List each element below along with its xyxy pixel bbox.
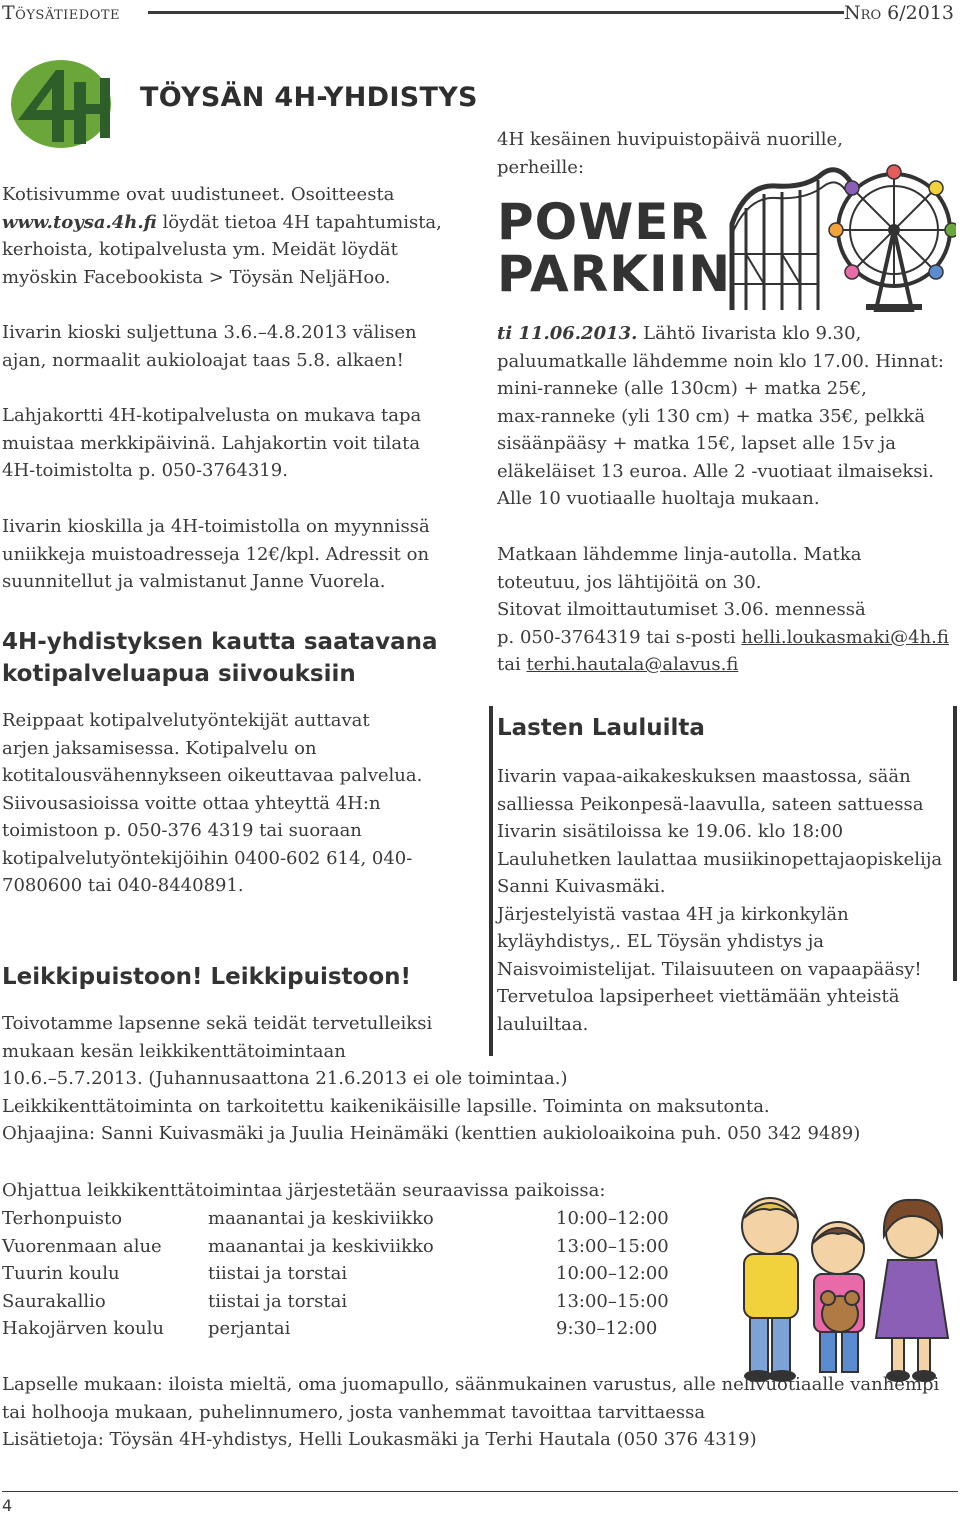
issue-number: Nro 6/2013 xyxy=(844,2,954,24)
kids-illustration xyxy=(722,1188,954,1386)
song-event-line: Naisvoimistelijat. Tilaisuuteen on vapaapääsy! xyxy=(497,958,922,980)
home-service-line: toimistoon p. 050-376 4319 tai suoraan xyxy=(2,820,362,841)
intro-line: myöskin Facebookista > Töysän NeljäHoo. xyxy=(2,266,391,288)
schedule-place: Hakojärven koulu xyxy=(2,1318,164,1339)
song-event-left-rule xyxy=(489,706,493,1056)
amusement-park-illustration xyxy=(726,164,956,312)
home-service-heading: 4H-yhdistyksen kautta saatavana kotipalveluapua siivouksiin xyxy=(2,629,438,687)
email-link-helli[interactable]: helli.loukasmaki@4h.fi xyxy=(741,626,949,648)
footer-rule xyxy=(2,1491,958,1492)
home-service-line: kotitalousvähennykseen oikeuttavaa palvelua. xyxy=(2,765,423,786)
bring-line: tai holhooja mukaan, puhelinnumero, josta vanhemmat tavoittaa tarvittaessa xyxy=(2,1401,706,1423)
intro-line: kerhoista, kotipalvelusta ym. Meidät löydät xyxy=(2,239,398,260)
power-park-line: Alle 10 vuotiaalle huoltaja mukaan. xyxy=(497,488,820,509)
schedule-days: maanantai ja keskiviikko xyxy=(208,1208,434,1229)
song-event-line: Järjestelyistä vastaa 4H ja kirkonkylän xyxy=(497,903,849,925)
intro-line: Kotisivumme ovat uudistuneet. Osoitteesta xyxy=(2,184,395,205)
envelopes-line: Iivarin kioskilla ja 4H-toimistolla on myynnissä xyxy=(2,516,430,537)
intro-line: www.toysa.4h.fi löydät tietoa 4H tapahtumista, xyxy=(2,211,442,233)
intro-paragraph xyxy=(2,181,442,291)
power-park-details: ti 11.06.2013. Lähtö Iivarista klo 9.30, paluumatkalle lähdemme noin klo 17.00. Hinnat: mini-ranneke (alle 130cm) + matka 25€, max-ranneke (yli 130 cm) + matka 35€, pelkkä sisäänpääsy + matka 15€, lapset alle 15v ja eläkeläiset 13 euroa. Alle 2 -vuotiaat ilmaiseksi. Alle 10 vuotiaalle huoltaja mukaan. xyxy=(497,320,944,513)
song-event-line: Lauluhetken laulattaa musiikinopettajaopiskelija xyxy=(497,848,943,870)
playground-line: Ohjaajina: Sanni Kuivasmäki ja Juulia Heinämäki (kenttien aukioloaikoina puh. 050 342 9489) xyxy=(2,1123,861,1144)
playground-heading: Leikkipuistoon! Leikkipuistoon! xyxy=(2,964,411,990)
schedule-time: 13:00–15:00 xyxy=(556,1290,669,1312)
travel-line: Sitovat ilmoittautumiset 3.06. mennessä xyxy=(497,599,866,620)
playground-line: Toivotamme lapsenne sekä teidät tervetulleiksi xyxy=(2,1013,433,1034)
giftcard-line: Lahjakortti 4H-kotipalvelusta on mukava tapa xyxy=(2,405,422,426)
newsletter-name: Töysätiedote xyxy=(2,2,121,24)
power-park-line: paluumatkalle lähdemme noin klo 17.00. Hinnat: xyxy=(497,350,944,372)
giftcard-paragraph xyxy=(2,402,421,485)
kiosk-line: ajan, normaalit aukioloajat taas 5.8. alkaen! xyxy=(2,349,404,371)
kiosk-paragraph xyxy=(2,319,417,374)
schedule-time: 10:00–12:00 xyxy=(556,1208,669,1229)
envelopes-line: suunnitellut ja valmistanut Janne Vuorela. xyxy=(2,571,386,592)
song-event-line: Iivarin vapaa-aikakeskuksen maastossa, sään xyxy=(497,766,911,787)
playground-line: Leikkikenttätoiminta on tarkoitettu kaikenikäisille lapsille. Toiminta on maksutonta. xyxy=(2,1095,770,1117)
email-link-terhi[interactable]: terhi.hautala@alavus.fi xyxy=(526,654,739,675)
playground-line: mukaan kesän leikkikenttätoimintaan xyxy=(2,1040,346,1062)
song-event-line: salliessa Peikonpesä-laavulla, sateen sattuessa xyxy=(497,793,924,815)
website-link[interactable]: www.toysa.4h.fi xyxy=(2,211,157,233)
giftcard-line: 4H-toimistolta p. 050-3764319. xyxy=(2,460,288,481)
song-event-line: Sanni Kuivasmäki. xyxy=(497,876,666,897)
bring-paragraph xyxy=(2,1371,939,1454)
bring-line: Lapselle mukaan: iloista mieltä, oma juomapullo, säänmukainen varustus, alle nelivuotiaalle vanhempi xyxy=(2,1374,940,1395)
travel-line: Matkaan lähdemme linja-autolla. Matka xyxy=(497,544,862,565)
home-service-paragraph xyxy=(2,707,422,900)
power-park-intro: 4H kesäinen huvipuistopäivä nuorille, perheille: xyxy=(497,129,843,178)
home-service-line: arjen jaksamisessa. Kotipalvelu on xyxy=(2,737,317,759)
song-event-line: kyläyhdistys,. EL Töysän yhdistys ja xyxy=(497,931,825,952)
schedule-place: Vuorenmaan alue xyxy=(2,1235,162,1257)
schedule-time: 9:30–12:00 xyxy=(556,1318,658,1339)
power-park-line: mini-ranneke (alle 130cm) + matka 25€, xyxy=(497,378,867,399)
header-rule xyxy=(148,11,844,14)
envelopes-paragraph xyxy=(2,513,430,596)
envelopes-line: uniikkeja muistoadresseja 12€/kpl. Adressit on xyxy=(2,543,430,565)
kiosk-line: Iivarin kioski suljettuna 3.6.–4.8.2013 välisen xyxy=(2,322,417,343)
schedule-days: perjantai xyxy=(208,1318,291,1339)
schedule-days: tiistai ja torstai xyxy=(208,1290,348,1312)
schedule-time: 10:00–12:00 xyxy=(556,1263,669,1284)
schedule-intro: Ohjattua leikkikenttätoimintaa järjestetään seuraavissa paikoissa: xyxy=(2,1180,606,1201)
travel-line: toteutuu, jos lähtijöitä on 30. xyxy=(497,571,762,593)
4h-logo xyxy=(4,52,114,156)
power-park-travel: Matkaan lähdemme linja-autolla. Matka toteutuu, jos lähtijöitä on 30. Sitovat ilmoittautumiset 3.06. mennessä p. 050-3764319 tai s-posti helli.loukasmaki@4h.fi tai terhi.hautala@alavus.fi xyxy=(497,541,949,679)
playground-line: 10.6.–5.7.2013. (Juhannusaattona 21.6.2013 ei ole toimintaa.) xyxy=(2,1068,568,1089)
song-event-paragraph xyxy=(497,763,942,1038)
home-service-line: Siivousasioissa voitte ottaa yhteyttä 4H:n xyxy=(2,792,381,814)
schedule-days: tiistai ja torstai xyxy=(208,1263,348,1284)
home-service-line: Reippaat kotipalvelutyöntekijät auttavat xyxy=(2,710,370,731)
power-park-line: max-ranneke (yli 130 cm) + matka 35€, pelkkä xyxy=(497,405,926,427)
schedule-place: Tuurin koulu xyxy=(2,1263,120,1284)
trip-date: ti 11.06.2013. xyxy=(497,323,638,344)
home-service-line: kotipalvelutyöntekijöihin 0400-602 614, 040- xyxy=(2,847,413,869)
schedule-place: Terhonpuisto xyxy=(2,1208,123,1229)
giftcard-line: muistaa merkkipäivinä. Lahjakortin voit tilata xyxy=(2,432,421,454)
song-event-line: lauluiltaa. xyxy=(497,1013,589,1035)
page-number: 4 xyxy=(2,1496,13,1515)
power-park-title: POWER PARKIIN xyxy=(497,193,732,303)
song-event-right-rule xyxy=(953,706,957,981)
song-event-heading: Lasten Lauluilta xyxy=(497,715,705,741)
song-event-line: Iivarin sisätiloissa ke 19.06. klo 18:00 xyxy=(497,821,844,842)
schedule-time: 13:00–15:00 xyxy=(556,1235,669,1257)
song-event-line: Tervetuloa lapsiperheet viettämään yhteistä xyxy=(497,986,900,1007)
bring-line: Lisätietoja: Töysän 4H-yhdistys, Helli Loukasmäki ja Terhi Hautala (050 376 4319) xyxy=(2,1429,757,1450)
home-service-line: 7080600 tai 040-8440891. xyxy=(2,875,244,896)
power-park-line: eläkeläiset 13 euroa. Alle 2 -vuotiaat ilmaiseksi. xyxy=(497,460,935,482)
schedule-place: Saurakallio xyxy=(2,1290,106,1312)
power-park-line: sisäänpääsy + matka 15€, lapset alle 15v ja xyxy=(497,433,896,454)
schedule-days: maanantai ja keskiviikko xyxy=(208,1235,434,1257)
page-title: TÖYSÄN 4H-YHDISTYS xyxy=(140,82,478,113)
